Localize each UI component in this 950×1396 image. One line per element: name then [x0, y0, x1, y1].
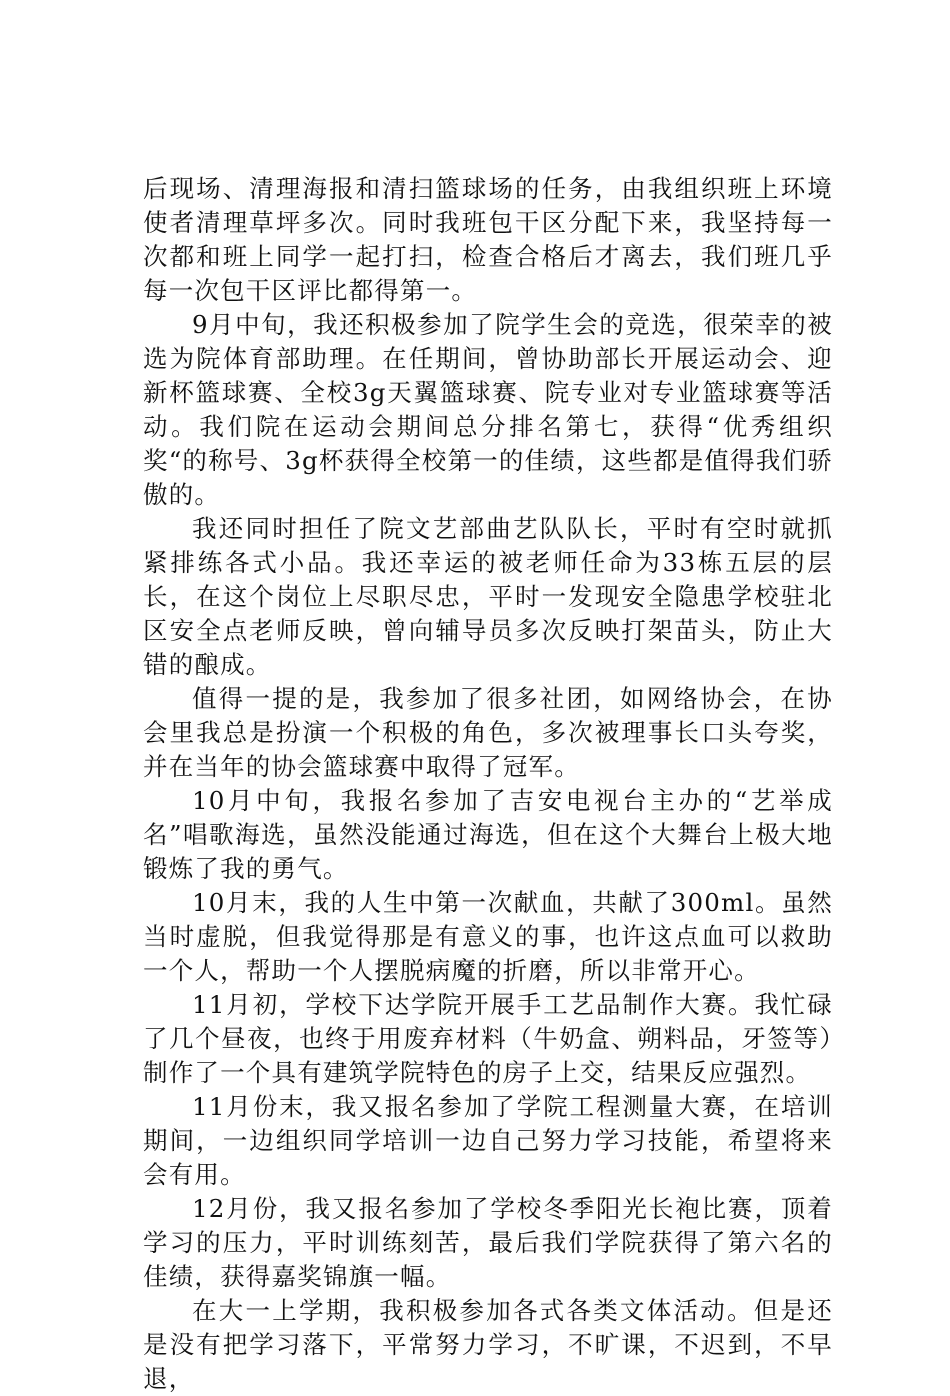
paragraph-student-union: 9月中旬，我还积极参加了院学生会的竞选，很荣幸的被选为院体育部助理。在任期间，曾协助部长开展运动会、迎新杯篮球赛、全校3g天翼篮球赛、院专业对专业篮球赛等活动。我们院在运动会期间总分排名第七，获得“优秀组织奖“的称号、3g杯获得全校第一的佳绩，这些都是值得我们骄傲的。: [143, 310, 833, 509]
paragraph-clubs: 值得一提的是，我参加了很多社团，如网络协会，在协会里我总是扮演一个积极的角色，多次被理事长口头夸奖，并在当年的协会篮球赛中取得了冠军。: [143, 684, 833, 781]
document-body: [143, 172, 833, 1396]
paragraph-art-troupe: 我还同时担任了院文艺部曲艺队队长，平时有空时就抓紧排练各式小品。我还幸运的被老师任命为33栋五层的层长，在这个岗位上尽职尽忠，平时一发现安全隐患学校驻北区安全点老师反映，曾向辅导员多次反映打架苗头，防止大错的酿成。: [143, 514, 833, 679]
paragraph-cleanup-duties: 后现场、清理海报和清扫篮球场的任务，由我组织班上环境使者清理草坪多次。同时我班包干区分配下来，我坚持每一次都和班上同学一起打扫，检查合格后才离去，我们班几乎每一次包干区评比都得第一。: [143, 174, 833, 305]
paragraph-blood-donation: 10月末，我的人生中第一次献血，共献了300ml。虽然当时虚脱，但我觉得那是有意义的事，也许这点血可以救助一个人，帮助一个人摆脱病魔的折磨，所以非常开心。: [143, 888, 833, 985]
paragraph-handicraft: 11月初，学校下达学院开展手工艺品制作大赛。我忙碌了几个昼夜，也终于用废弃材料（牛奶盒、朔料品，牙签等）制作了一个具有建筑学院特色的房子上交，结果反应强烈。: [143, 990, 833, 1087]
paragraph-study: 在大一上学期，我积极参加各式各类文体活动。但是还是没有把学习落下，平常努力学习，不旷课，不迟到，不早退，: [143, 1296, 833, 1393]
paragraph-winter-race: 12月份，我又报名参加了学校冬季阳光长袍比赛，顶着学习的压力，平时训练刻苦，最后我们学院获得了第六名的佳绩，获得嘉奖锦旗一幅。: [143, 1194, 833, 1291]
paragraph-surveying: 11月份末，我又报名参加了学院工程测量大赛，在培训期间，一边组织同学培训一边自己努力学习技能，希望将来会有用。: [143, 1092, 833, 1189]
paragraph-singing-contest: 10月中旬，我报名参加了吉安电视台主办的“艺举成名”唱歌海选，虽然没能通过海选，但在这个大舞台上极大地锻炼了我的勇气。: [143, 786, 833, 883]
